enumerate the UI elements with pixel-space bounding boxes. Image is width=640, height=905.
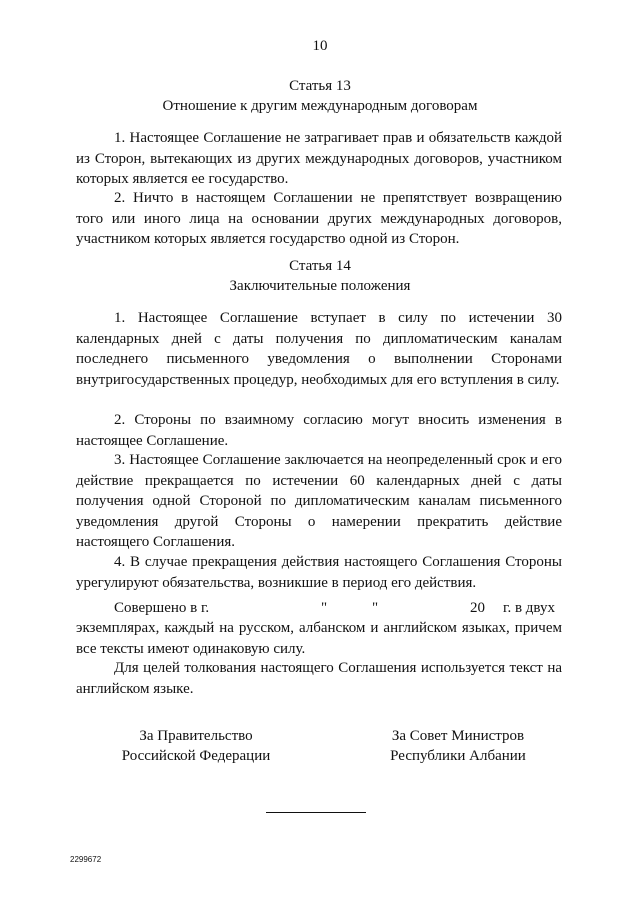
signature-albania-line-1: За Совет Министров xyxy=(391,728,525,744)
article-14-subtitle: Заключительные положения xyxy=(229,278,411,294)
article-14-paragraph-1: 1. Настоящее Соглашение вступает в силу по истечении 30 календарных дней с даты получения по дипломатическим каналам последнего письменного уведомления о выполнении Сторонами внутригосударственных процедур, необходимых для его вступления в силу. xyxy=(76,310,562,388)
article-14-paragraph-4: 4. В случае прекращения действия настоящего Соглашения Стороны урегулируют обязательства, возникшие в период его действия. xyxy=(76,554,562,591)
article-13-subtitle: Отношение к другим международным договорам xyxy=(162,98,478,114)
document-number: 2299672 xyxy=(70,855,102,864)
page-number: 10 xyxy=(312,38,328,54)
year-prefix: 20 xyxy=(470,600,485,616)
article-14-title: Статья 14 xyxy=(289,258,351,274)
article-13-paragraph-2: 2. Ничто в настоящем Соглашении не препятствует возвращению того или иного лица на основании других международных договоров, участником которых является государство одной из Сторон. xyxy=(76,190,562,247)
year-suffix: г. в двух xyxy=(503,600,555,616)
article-13-paragraph-1: 1. Настоящее Соглашение не затрагивает прав и обязательств каждой из Сторон, вытекающих из других международных договоров, участником которых является ее государство. xyxy=(76,130,562,187)
quote-close: " xyxy=(372,600,379,616)
article-13-title: Статья 13 xyxy=(289,78,351,94)
signature-block-albania xyxy=(372,726,544,766)
article-14-paragraph-3: 3. Настоящее Соглашение заключается на неопределенный срок и его действие прекращается по истечении 60 календарных дней с даты получения одной Стороной по дипломатическим каналам письменного уведомления другой Стороны о намерении прекратить действие настоящего Соглашения. xyxy=(76,452,562,550)
signature-russia-line-1: За Правительство xyxy=(139,728,253,744)
signature-block-russia xyxy=(108,726,284,766)
interpretation-paragraph: Для целей толкования настоящего Соглашения используется текст на английском языке. xyxy=(76,660,562,697)
quote-open: " xyxy=(321,600,328,616)
signature-russia-line-2: Российской Федерации xyxy=(121,748,271,764)
signature-albania-line-2: Республики Албании xyxy=(390,748,526,764)
done-at-continuation: экземплярах, каждый на русском, албанском и английском языках, причем все тексты имеют одинаковую силу. xyxy=(76,620,562,657)
article-14-paragraph-2: 2. Стороны по взаимному согласию могут вносить изменения в настоящее Соглашение. xyxy=(76,412,562,449)
closing-rule xyxy=(266,812,366,813)
done-at-start: Совершено в г. xyxy=(114,600,210,616)
